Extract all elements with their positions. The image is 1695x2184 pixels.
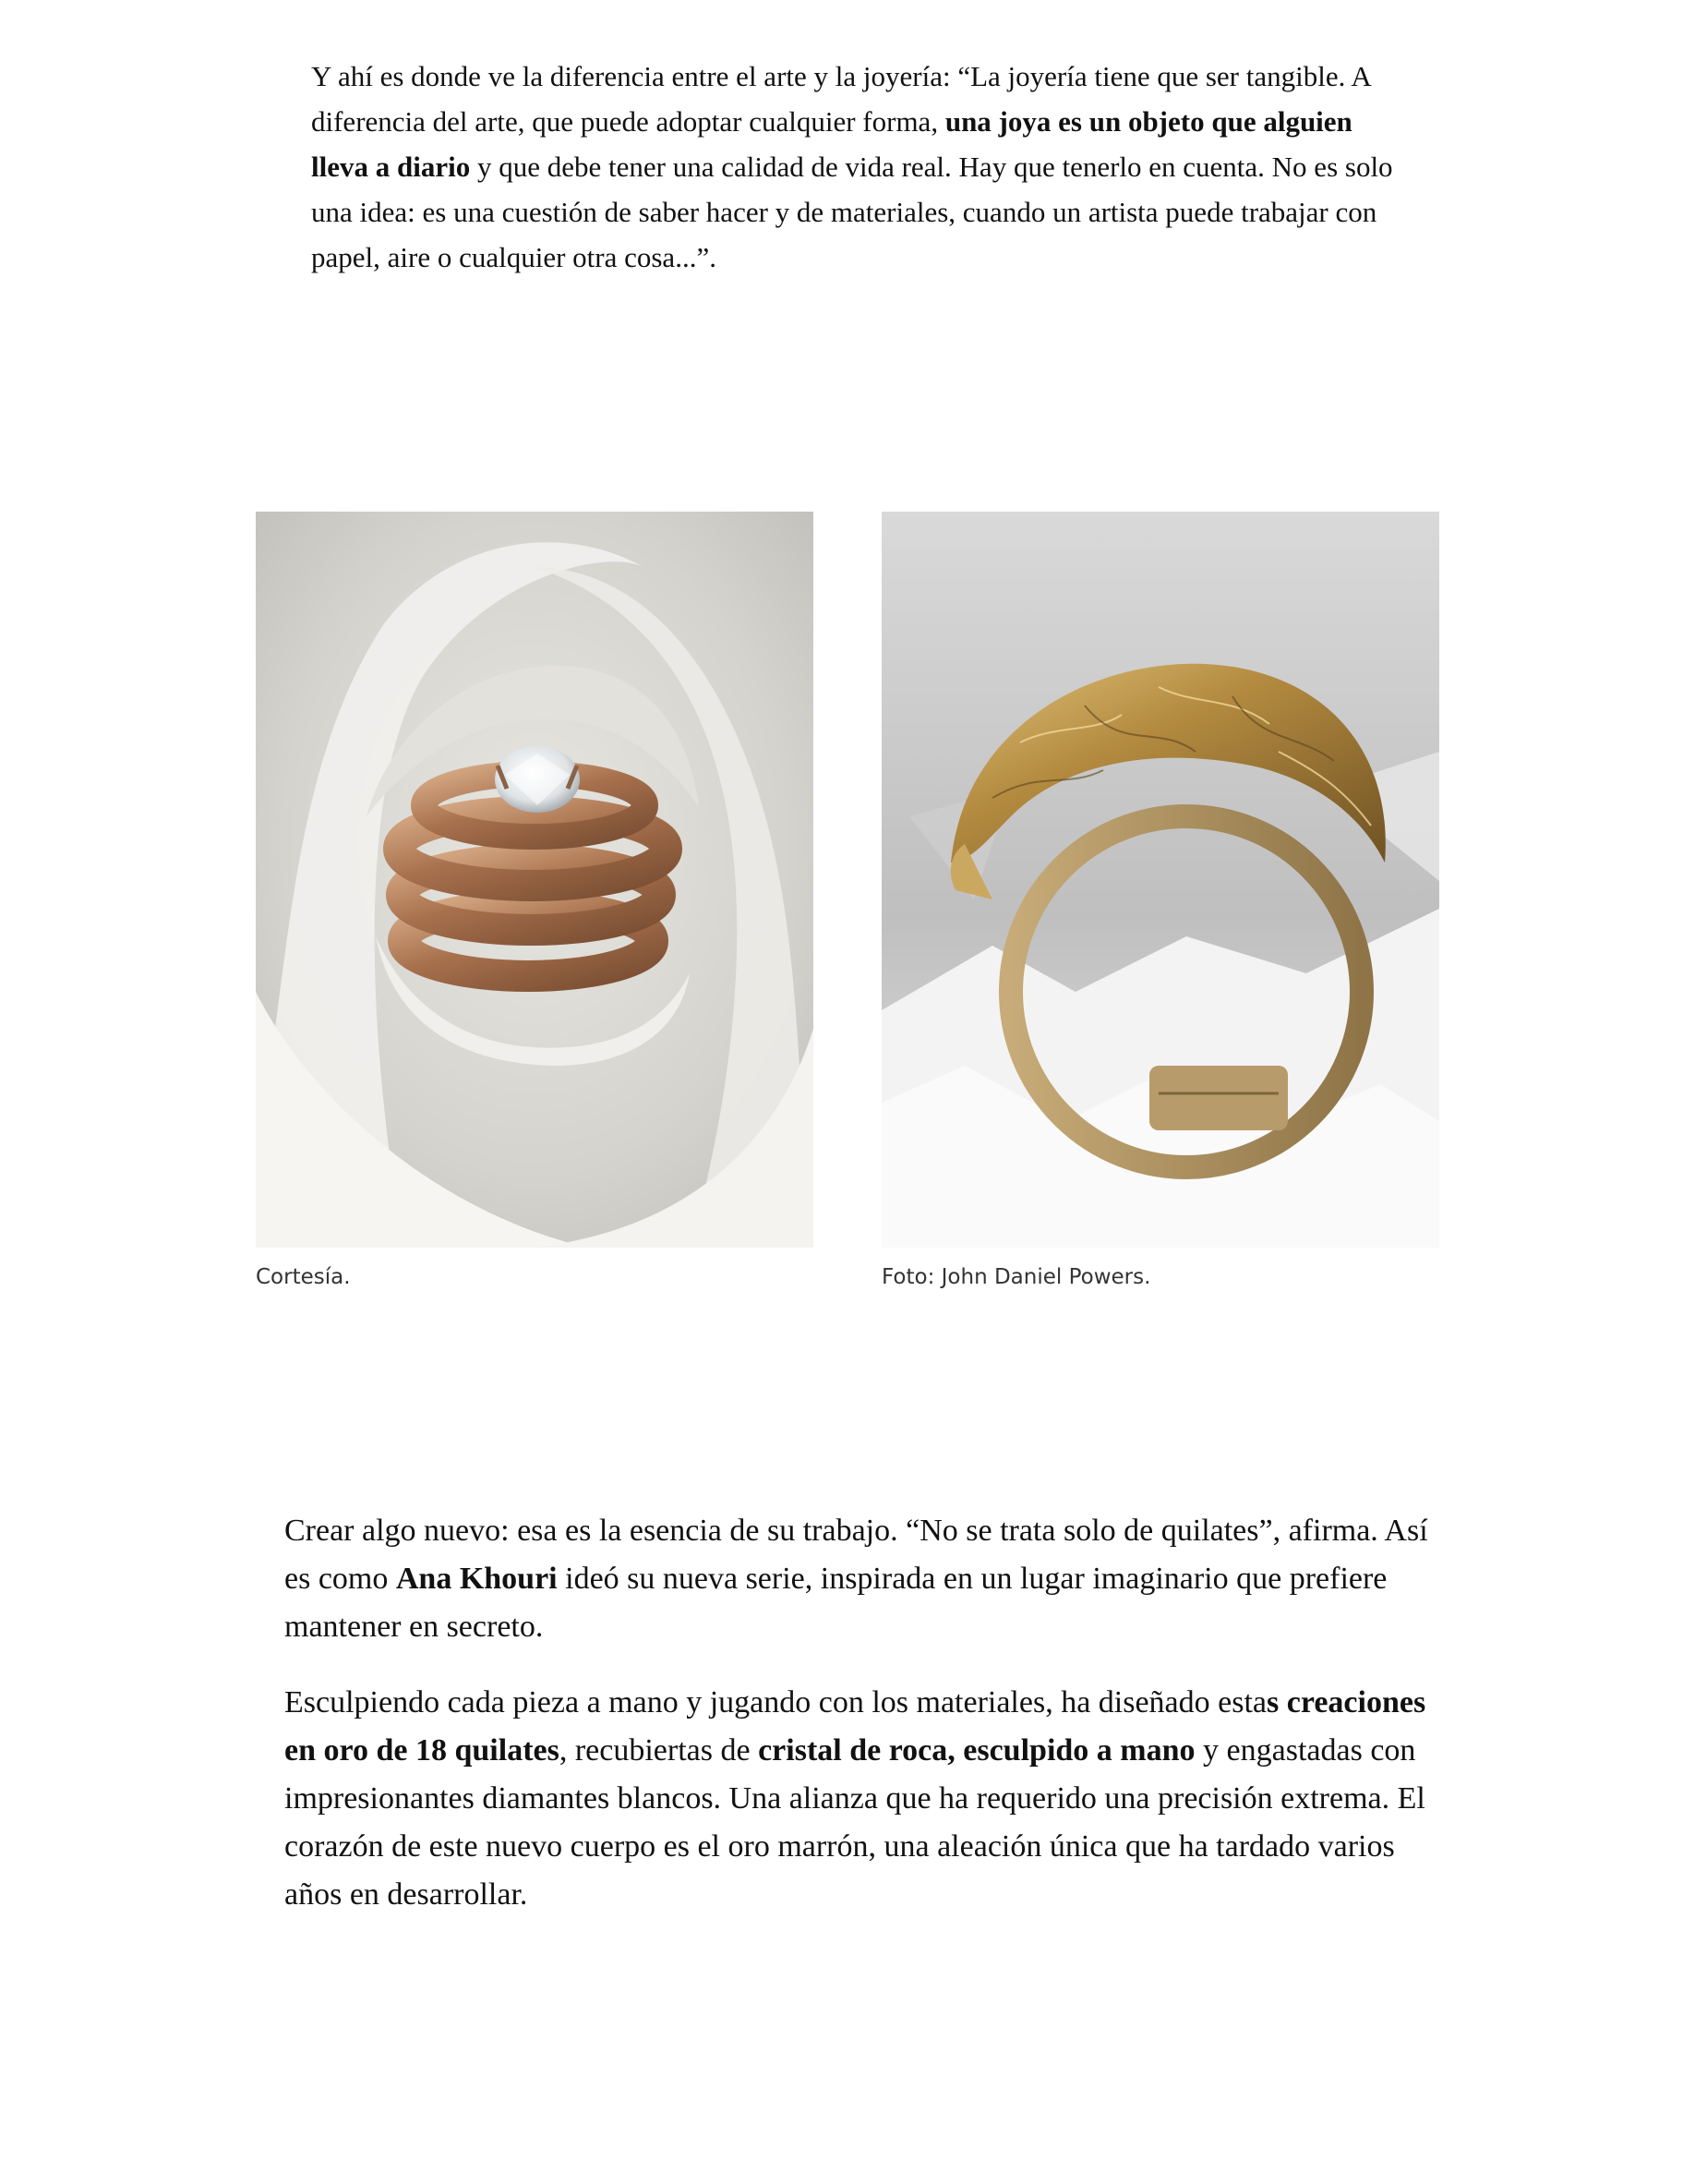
paragraph-bold-text: cristal de roca, esculpido a mano	[758, 1733, 1196, 1768]
article-paragraph-2	[284, 1507, 1429, 1651]
paragraph-text: ideó su nueva serie, inspirada en un lugar imaginario que prefiere mantener en secreto.	[284, 1562, 1388, 1644]
photo-caption: Foto: John Daniel Powers.	[882, 1265, 1151, 1289]
photo-caption: Cortesía.	[256, 1265, 351, 1289]
paragraph-text: Y ahí es donde ve la diferencia entre el arte y la joyería: “La joyería tiene que ser tangible. A diferencia del arte, que puede adoptar cualquier forma,	[311, 60, 1371, 138]
figure-cuff	[882, 512, 1439, 1290]
paragraph-bold-text: s creaciones en oro de 18 quilates	[284, 1685, 1426, 1768]
figure-rings	[256, 512, 813, 1290]
cuff-photo	[882, 512, 1439, 1248]
paragraph-bold-text: una joya es un objeto que alguien lleva a diario	[311, 105, 1352, 183]
paragraph-text: y engastadas con impresionantes diamantes blancos. Una alianza que ha requerido una precisión extrema. El corazón de este nuevo cuerpo es el oro marrón, una aleación única que ha tardado varios años en desarrollar.	[284, 1733, 1425, 1912]
article-paragraph-1	[311, 54, 1400, 280]
paragraph-text: , recubiertas de	[559, 1733, 759, 1768]
article-paragraph-3	[284, 1679, 1429, 1919]
paragraph-bold-text: Ana Khouri	[395, 1562, 558, 1596]
paragraph-text: y que debe tener una calidad de vida real. Hay que tenerlo en cuenta. No es solo una idea: es una cuestión de saber hacer y de materiales, cuando un artista puede trabajar con papel, aire o cualquier otra cosa...”.	[311, 151, 1393, 273]
rings-photo	[256, 512, 813, 1248]
paragraph-text: Crear algo nuevo: esa es la esencia de su trabajo. “No se trata solo de quilates”, afirma. Así es como	[284, 1514, 1428, 1596]
paragraph-text: Esculpiendo cada pieza a mano y jugando con los materiales, ha diseñado esta	[284, 1685, 1268, 1719]
